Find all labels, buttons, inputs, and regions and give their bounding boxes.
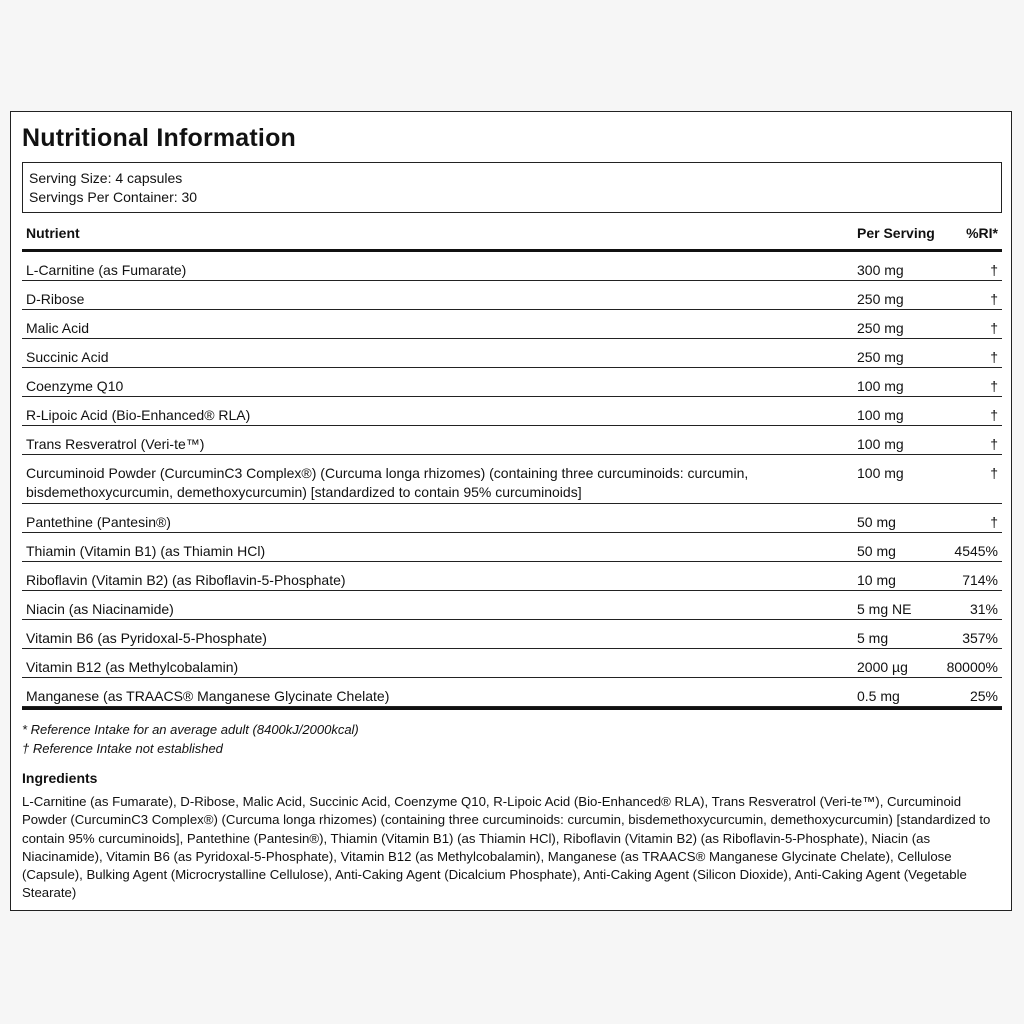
ri-value: 357% bbox=[962, 630, 998, 646]
table-row bbox=[22, 620, 1002, 649]
per-serving-value: 250 mg bbox=[857, 291, 904, 307]
per-serving-value: 5 mg NE bbox=[857, 601, 912, 617]
ri-value: 80000% bbox=[946, 659, 998, 675]
table-row bbox=[22, 368, 1002, 397]
ri-value: † bbox=[990, 320, 998, 336]
ri-value: 4545% bbox=[954, 543, 998, 559]
ri-value: † bbox=[990, 349, 998, 365]
per-serving-value: 250 mg bbox=[857, 320, 904, 336]
per-serving-value: 100 mg bbox=[857, 436, 904, 452]
per-serving-value: 50 mg bbox=[857, 514, 896, 530]
nutrient-name: Succinic Acid bbox=[26, 349, 109, 365]
per-serving-value: 100 mg bbox=[857, 407, 904, 423]
nutrient-name: Manganese (as TRAACS® Manganese Glycinate Chelate) bbox=[26, 688, 390, 704]
nutrient-name: Pantethine (Pantesin®) bbox=[26, 514, 171, 530]
nutrient-name: R-Lipoic Acid (Bio-Enhanced® RLA) bbox=[26, 407, 251, 423]
table-row bbox=[22, 281, 1002, 310]
nutrient-name: L-Carnitine (as Fumarate) bbox=[26, 262, 187, 278]
header-ri: %RI* bbox=[966, 225, 998, 241]
table-row bbox=[22, 649, 1002, 678]
header-per-serving: Per Serving bbox=[857, 225, 935, 241]
nutrient-name: Niacin (as Niacinamide) bbox=[26, 601, 174, 617]
table-row bbox=[22, 562, 1002, 591]
per-serving-value: 5 mg bbox=[857, 630, 889, 646]
serving-size: Serving Size: 4 capsules bbox=[29, 170, 183, 186]
nutrient-name: Vitamin B6 (as Pyridoxal-5-Phosphate) bbox=[26, 630, 267, 646]
footnote-ri: * Reference Intake for an average adult (8400kJ/2000kcal) bbox=[22, 722, 359, 737]
table-bottom-divider bbox=[22, 707, 1002, 710]
nutrient-table-body bbox=[22, 252, 1002, 710]
per-serving-value: 10 mg bbox=[857, 572, 896, 588]
table-row bbox=[22, 533, 1002, 562]
table-row bbox=[22, 397, 1002, 426]
ri-value: 25% bbox=[969, 688, 998, 704]
table-row bbox=[22, 310, 1002, 339]
table-header bbox=[22, 225, 1002, 249]
nutrient-name: D-Ribose bbox=[26, 291, 85, 307]
nutrient-name: Malic Acid bbox=[26, 320, 90, 336]
nutrient-name: Trans Resveratrol (Veri-te™) bbox=[26, 436, 205, 452]
ri-value: † bbox=[990, 514, 998, 530]
table-row bbox=[22, 339, 1002, 368]
nutrition-panel bbox=[10, 111, 1012, 911]
table-row bbox=[22, 678, 1002, 707]
table-row bbox=[22, 252, 1002, 281]
nutrient-name: Curcuminoid Powder (CurcuminC3 Complex®) (Curcuma longa rhizomes) (containing three curcuminoids: curcumin, bisdemethoxycurcumin, demethoxycurcumin) [standardized to contain 95% curcuminoids] bbox=[26, 465, 749, 500]
per-serving-value: 300 mg bbox=[857, 262, 904, 278]
table-row bbox=[22, 426, 1002, 455]
ri-value: 31% bbox=[969, 601, 998, 617]
per-serving-value: 2000 µg bbox=[857, 659, 908, 675]
footnotes bbox=[22, 720, 359, 758]
per-serving-value: 100 mg bbox=[857, 378, 904, 394]
servings-per-container: Servings Per Container: 30 bbox=[29, 189, 198, 205]
serving-info-box bbox=[22, 162, 1002, 213]
ri-value: † bbox=[990, 378, 998, 394]
ri-value: † bbox=[990, 262, 998, 278]
per-serving-value: 50 mg bbox=[857, 543, 896, 559]
ri-value: † bbox=[990, 291, 998, 307]
nutrient-name: Vitamin B12 (as Methylcobalamin) bbox=[26, 659, 239, 675]
per-serving-value: 0.5 mg bbox=[857, 688, 900, 704]
footnote-not-established: † Reference Intake not established bbox=[22, 741, 223, 756]
per-serving-value: 100 mg bbox=[857, 465, 904, 481]
table-row bbox=[22, 455, 1002, 504]
ingredients-text: L-Carnitine (as Fumarate), D-Ribose, Malic Acid, Succinic Acid, Coenzyme Q10, R-Lipoic Acid (Bio-Enhanced® RLA), Trans Resveratrol (Veri-te™), Curcuminoid Powder (CurcuminC3 Complex®) (Curcuma longa rhizomes) (containing three curcuminoids: curcumin, bisdemethoxycurcumin, demethoxycurcumin) [standardized to contain 95% curcuminoids], Pantethine (Pantesin®), Thiamin (Vitamin B1) (as Thiamin HCl), Riboflavin (Vitamin B2) (as Riboflavin-5-Phosphate), Niacin (as Niacinamide), Vitamin B6 (as Pyridoxal-5-Phosphate), Vitamin B12 (as Methylcobalamin), Manganese (as TRAACS® Manganese Glycinate Chelate), Cellulose (Capsule), Bulking Agent (Microcrystalline Cellulose), Anti-Caking Agent (Dicalcium Phosphate), Anti-Caking Agent (Silicon Dioxide), Anti-Caking Agent (Vegetable Stearate) bbox=[22, 794, 991, 901]
header-nutrient: Nutrient bbox=[26, 225, 80, 241]
ri-value: † bbox=[990, 465, 998, 481]
table-row bbox=[22, 504, 1002, 533]
nutrient-name: Coenzyme Q10 bbox=[26, 378, 124, 394]
ingredients-title: Ingredients bbox=[22, 770, 98, 786]
per-serving-value: 250 mg bbox=[857, 349, 904, 365]
table-row bbox=[22, 591, 1002, 620]
page-title: Nutritional Information bbox=[22, 124, 297, 152]
ri-value: † bbox=[990, 436, 998, 452]
ri-value: † bbox=[990, 407, 998, 423]
nutrient-name: Thiamin (Vitamin B1) (as Thiamin HCl) bbox=[26, 543, 266, 559]
ri-value: 714% bbox=[962, 572, 998, 588]
nutrient-name: Riboflavin (Vitamin B2) (as Riboflavin-5-Phosphate) bbox=[26, 572, 346, 588]
